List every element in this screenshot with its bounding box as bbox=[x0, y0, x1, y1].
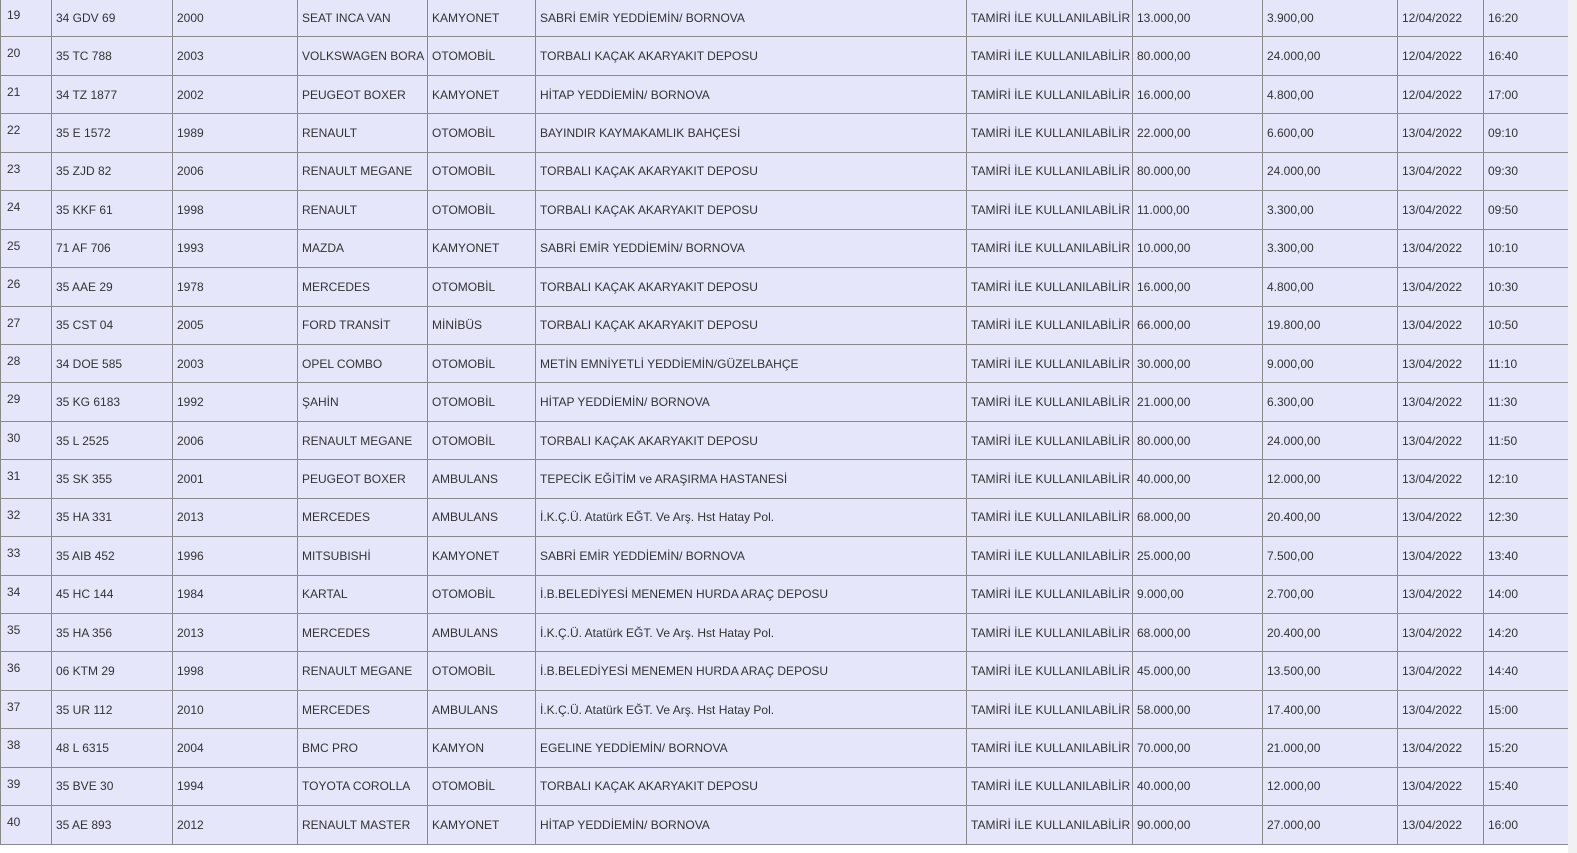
brand-cell: MERCEDES bbox=[298, 268, 428, 306]
auction-date-cell: 13/04/2022 bbox=[1398, 614, 1484, 652]
brand-cell: MERCEDES bbox=[298, 498, 428, 536]
deposit-cell: 24.000,00 bbox=[1263, 421, 1398, 459]
condition-cell: TAMİRİ İLE KULLANILABİLİR bbox=[967, 383, 1133, 421]
row-number: 30 bbox=[1, 421, 52, 459]
deposit-cell: 20.400,00 bbox=[1263, 498, 1398, 536]
row-number: 23 bbox=[1, 152, 52, 190]
deposit-cell: 4.800,00 bbox=[1263, 268, 1398, 306]
location-cell: EGELINE YEDDİEMİN/ BORNOVA bbox=[536, 729, 967, 767]
model-year-cell: 1993 bbox=[173, 229, 298, 267]
condition-cell: TAMİRİ İLE KULLANILABİLİR bbox=[967, 75, 1133, 113]
auction-time-cell: 10:50 bbox=[1484, 306, 1569, 344]
auction-date-cell: 13/04/2022 bbox=[1398, 306, 1484, 344]
plate-cell: 45 HC 144 bbox=[52, 575, 173, 613]
condition-cell: TAMİRİ İLE KULLANILABİLİR bbox=[967, 229, 1133, 267]
table-row bbox=[1, 152, 1569, 190]
condition-cell: TAMİRİ İLE KULLANILABİLİR bbox=[967, 575, 1133, 613]
row-number: 19 bbox=[1, 0, 52, 37]
model-year-cell: 2003 bbox=[173, 37, 298, 75]
vehicle-type-cell: OTOMOBİL bbox=[428, 191, 536, 229]
deposit-cell: 21.000,00 bbox=[1263, 729, 1398, 767]
auction-date-cell: 12/04/2022 bbox=[1398, 0, 1484, 37]
model-year-cell: 2001 bbox=[173, 460, 298, 498]
table-row bbox=[1, 537, 1569, 575]
brand-cell: TOYOTA COROLLA bbox=[298, 767, 428, 805]
brand-cell: SEAT INCA VAN bbox=[298, 0, 428, 37]
auction-date-cell: 13/04/2022 bbox=[1398, 767, 1484, 805]
auction-time-cell: 14:00 bbox=[1484, 575, 1569, 613]
location-cell: BAYINDIR KAYMAKAMLIK BAHÇESİ bbox=[536, 114, 967, 152]
brand-cell: RENAULT MASTER bbox=[298, 806, 428, 844]
plate-cell: 34 DOE 585 bbox=[52, 344, 173, 382]
estimated-value-cell: 80.000,00 bbox=[1133, 152, 1263, 190]
vehicle-type-cell: OTOMOBİL bbox=[428, 575, 536, 613]
auction-date-cell: 13/04/2022 bbox=[1398, 152, 1484, 190]
auction-time-cell: 14:20 bbox=[1484, 614, 1569, 652]
row-number: 38 bbox=[1, 729, 52, 767]
vehicle-type-cell: OTOMOBİL bbox=[428, 383, 536, 421]
condition-cell: TAMİRİ İLE KULLANILABİLİR bbox=[967, 152, 1133, 190]
model-year-cell: 2010 bbox=[173, 690, 298, 728]
location-cell: İ.K.Ç.Ü. Atatürk EĞT. Ve Arş. Hst Hatay Pol. bbox=[536, 614, 967, 652]
auction-time-cell: 15:00 bbox=[1484, 690, 1569, 728]
model-year-cell: 2005 bbox=[173, 306, 298, 344]
brand-cell: PEUGEOT BOXER bbox=[298, 75, 428, 113]
row-number: 26 bbox=[1, 268, 52, 306]
deposit-cell: 2.700,00 bbox=[1263, 575, 1398, 613]
auction-date-cell: 12/04/2022 bbox=[1398, 37, 1484, 75]
row-number: 27 bbox=[1, 306, 52, 344]
brand-cell: KARTAL bbox=[298, 575, 428, 613]
auction-time-cell: 12:10 bbox=[1484, 460, 1569, 498]
plate-cell: 35 CST 04 bbox=[52, 306, 173, 344]
condition-cell: TAMİRİ İLE KULLANILABİLİR bbox=[967, 652, 1133, 690]
plate-cell: 71 AF 706 bbox=[52, 229, 173, 267]
model-year-cell: 1978 bbox=[173, 268, 298, 306]
row-number: 36 bbox=[1, 652, 52, 690]
model-year-cell: 2002 bbox=[173, 75, 298, 113]
condition-cell: TAMİRİ İLE KULLANILABİLİR bbox=[967, 306, 1133, 344]
plate-cell: 35 KKF 61 bbox=[52, 191, 173, 229]
location-cell: SABRİ EMİR YEDDİEMİN/ BORNOVA bbox=[536, 0, 967, 37]
auction-time-cell: 16:20 bbox=[1484, 0, 1569, 37]
table-row bbox=[1, 652, 1569, 690]
model-year-cell: 1984 bbox=[173, 575, 298, 613]
vehicle-type-cell: OTOMOBİL bbox=[428, 114, 536, 152]
table-row bbox=[1, 421, 1569, 459]
table-row bbox=[1, 729, 1569, 767]
brand-cell: MITSUBISHİ bbox=[298, 537, 428, 575]
estimated-value-cell: 40.000,00 bbox=[1133, 767, 1263, 805]
auction-date-cell: 13/04/2022 bbox=[1398, 575, 1484, 613]
deposit-cell: 17.400,00 bbox=[1263, 690, 1398, 728]
plate-cell: 35 UR 112 bbox=[52, 690, 173, 728]
estimated-value-cell: 10.000,00 bbox=[1133, 229, 1263, 267]
estimated-value-cell: 21.000,00 bbox=[1133, 383, 1263, 421]
brand-cell: RENAULT bbox=[298, 191, 428, 229]
auction-date-cell: 13/04/2022 bbox=[1398, 460, 1484, 498]
estimated-value-cell: 68.000,00 bbox=[1133, 498, 1263, 536]
vehicle-type-cell: AMBULANS bbox=[428, 690, 536, 728]
plate-cell: 34 GDV 69 bbox=[52, 0, 173, 37]
plate-cell: 35 L 2525 bbox=[52, 421, 173, 459]
location-cell: TEPECİK EĞİTİM ve ARAŞIRMA HASTANESİ bbox=[536, 460, 967, 498]
auction-time-cell: 13:40 bbox=[1484, 537, 1569, 575]
model-year-cell: 1998 bbox=[173, 191, 298, 229]
location-cell: TORBALI KAÇAK AKARYAKIT DEPOSU bbox=[536, 191, 967, 229]
location-cell: HİTAP YEDDİEMİN/ BORNOVA bbox=[536, 75, 967, 113]
estimated-value-cell: 70.000,00 bbox=[1133, 729, 1263, 767]
table-row bbox=[1, 767, 1569, 805]
condition-cell: TAMİRİ İLE KULLANILABİLİR bbox=[967, 344, 1133, 382]
brand-cell: RENAULT MEGANE bbox=[298, 152, 428, 190]
location-cell: İ.B.BELEDİYESİ MENEMEN HURDA ARAÇ DEPOSU bbox=[536, 575, 967, 613]
location-cell: TORBALI KAÇAK AKARYAKIT DEPOSU bbox=[536, 767, 967, 805]
deposit-cell: 4.800,00 bbox=[1263, 75, 1398, 113]
row-number: 39 bbox=[1, 767, 52, 805]
model-year-cell: 2013 bbox=[173, 614, 298, 652]
deposit-cell: 7.500,00 bbox=[1263, 537, 1398, 575]
table-row bbox=[1, 37, 1569, 75]
location-cell: TORBALI KAÇAK AKARYAKIT DEPOSU bbox=[536, 421, 967, 459]
vehicle-type-cell: KAMYONET bbox=[428, 537, 536, 575]
deposit-cell: 20.400,00 bbox=[1263, 614, 1398, 652]
condition-cell: TAMİRİ İLE KULLANILABİLİR bbox=[967, 729, 1133, 767]
auction-time-cell: 11:10 bbox=[1484, 344, 1569, 382]
auction-date-cell: 13/04/2022 bbox=[1398, 690, 1484, 728]
auction-time-cell: 09:30 bbox=[1484, 152, 1569, 190]
vehicle-type-cell: KAMYON bbox=[428, 729, 536, 767]
deposit-cell: 3.300,00 bbox=[1263, 191, 1398, 229]
estimated-value-cell: 58.000,00 bbox=[1133, 690, 1263, 728]
plate-cell: 35 AE 893 bbox=[52, 806, 173, 844]
auction-date-cell: 13/04/2022 bbox=[1398, 268, 1484, 306]
deposit-cell: 19.800,00 bbox=[1263, 306, 1398, 344]
auction-time-cell: 09:50 bbox=[1484, 191, 1569, 229]
location-cell: TORBALI KAÇAK AKARYAKIT DEPOSU bbox=[536, 152, 967, 190]
auction-time-cell: 09:10 bbox=[1484, 114, 1569, 152]
auction-time-cell: 11:30 bbox=[1484, 383, 1569, 421]
auction-date-cell: 12/04/2022 bbox=[1398, 75, 1484, 113]
estimated-value-cell: 11.000,00 bbox=[1133, 191, 1263, 229]
auction-date-cell: 13/04/2022 bbox=[1398, 114, 1484, 152]
brand-cell: RENAULT bbox=[298, 114, 428, 152]
brand-cell: ŞAHİN bbox=[298, 383, 428, 421]
table-row bbox=[1, 268, 1569, 306]
estimated-value-cell: 16.000,00 bbox=[1133, 268, 1263, 306]
table-row bbox=[1, 460, 1569, 498]
estimated-value-cell: 80.000,00 bbox=[1133, 421, 1263, 459]
table-row bbox=[1, 114, 1569, 152]
vehicle-type-cell: OTOMOBİL bbox=[428, 268, 536, 306]
auction-time-cell: 16:40 bbox=[1484, 37, 1569, 75]
brand-cell: MERCEDES bbox=[298, 614, 428, 652]
auction-time-cell: 10:30 bbox=[1484, 268, 1569, 306]
auction-date-cell: 13/04/2022 bbox=[1398, 344, 1484, 382]
auction-date-cell: 13/04/2022 bbox=[1398, 729, 1484, 767]
deposit-cell: 6.600,00 bbox=[1263, 114, 1398, 152]
vehicle-type-cell: OTOMOBİL bbox=[428, 767, 536, 805]
row-number: 28 bbox=[1, 344, 52, 382]
plate-cell: 35 AIB 452 bbox=[52, 537, 173, 575]
vehicle-type-cell: KAMYONET bbox=[428, 806, 536, 844]
estimated-value-cell: 30.000,00 bbox=[1133, 344, 1263, 382]
table-row bbox=[1, 498, 1569, 536]
plate-cell: 35 SK 355 bbox=[52, 460, 173, 498]
estimated-value-cell: 9.000,00 bbox=[1133, 575, 1263, 613]
table-row bbox=[1, 191, 1569, 229]
row-number: 40 bbox=[1, 806, 52, 844]
deposit-cell: 12.000,00 bbox=[1263, 767, 1398, 805]
deposit-cell: 3.900,00 bbox=[1263, 0, 1398, 37]
estimated-value-cell: 40.000,00 bbox=[1133, 460, 1263, 498]
row-number: 25 bbox=[1, 229, 52, 267]
table-row bbox=[1, 806, 1569, 844]
location-cell: İ.B.BELEDİYESİ MENEMEN HURDA ARAÇ DEPOSU bbox=[536, 652, 967, 690]
model-year-cell: 2000 bbox=[173, 0, 298, 37]
condition-cell: TAMİRİ İLE KULLANILABİLİR bbox=[967, 498, 1133, 536]
plate-cell: 35 HA 331 bbox=[52, 498, 173, 536]
vehicle-type-cell: AMBULANS bbox=[428, 614, 536, 652]
location-cell: HİTAP YEDDİEMİN/ BORNOVA bbox=[536, 806, 967, 844]
table-row bbox=[1, 383, 1569, 421]
model-year-cell: 1989 bbox=[173, 114, 298, 152]
brand-cell: MAZDA bbox=[298, 229, 428, 267]
condition-cell: TAMİRİ İLE KULLANILABİLİR bbox=[967, 268, 1133, 306]
estimated-value-cell: 13.000,00 bbox=[1133, 0, 1263, 37]
condition-cell: TAMİRİ İLE KULLANILABİLİR bbox=[967, 191, 1133, 229]
plate-cell: 06 KTM 29 bbox=[52, 652, 173, 690]
estimated-value-cell: 90.000,00 bbox=[1133, 806, 1263, 844]
location-cell: TORBALI KAÇAK AKARYAKIT DEPOSU bbox=[536, 306, 967, 344]
location-cell: İ.K.Ç.Ü. Atatürk EĞT. Ve Arş. Hst Hatay Pol. bbox=[536, 498, 967, 536]
deposit-cell: 6.300,00 bbox=[1263, 383, 1398, 421]
row-number: 29 bbox=[1, 383, 52, 421]
model-year-cell: 2012 bbox=[173, 806, 298, 844]
model-year-cell: 2013 bbox=[173, 498, 298, 536]
table-row bbox=[1, 575, 1569, 613]
row-number: 31 bbox=[1, 460, 52, 498]
auction-time-cell: 15:40 bbox=[1484, 767, 1569, 805]
auction-date-cell: 13/04/2022 bbox=[1398, 806, 1484, 844]
condition-cell: TAMİRİ İLE KULLANILABİLİR bbox=[967, 114, 1133, 152]
deposit-cell: 24.000,00 bbox=[1263, 152, 1398, 190]
brand-cell: MERCEDES bbox=[298, 690, 428, 728]
auction-date-cell: 13/04/2022 bbox=[1398, 229, 1484, 267]
auction-date-cell: 13/04/2022 bbox=[1398, 652, 1484, 690]
location-cell: TORBALI KAÇAK AKARYAKIT DEPOSU bbox=[536, 37, 967, 75]
row-number: 35 bbox=[1, 614, 52, 652]
estimated-value-cell: 80.000,00 bbox=[1133, 37, 1263, 75]
row-number: 37 bbox=[1, 690, 52, 728]
auction-time-cell: 16:00 bbox=[1484, 806, 1569, 844]
plate-cell: 34 TZ 1877 bbox=[52, 75, 173, 113]
deposit-cell: 24.000,00 bbox=[1263, 37, 1398, 75]
vehicle-type-cell: OTOMOBİL bbox=[428, 152, 536, 190]
model-year-cell: 1996 bbox=[173, 537, 298, 575]
condition-cell: TAMİRİ İLE KULLANILABİLİR bbox=[967, 806, 1133, 844]
model-year-cell: 1998 bbox=[173, 652, 298, 690]
row-number: 22 bbox=[1, 114, 52, 152]
model-year-cell: 2003 bbox=[173, 344, 298, 382]
plate-cell: 35 TC 788 bbox=[52, 37, 173, 75]
estimated-value-cell: 66.000,00 bbox=[1133, 306, 1263, 344]
row-number: 20 bbox=[1, 37, 52, 75]
auction-time-cell: 15:20 bbox=[1484, 729, 1569, 767]
table-body bbox=[1, 0, 1569, 844]
vehicle-type-cell: OTOMOBİL bbox=[428, 344, 536, 382]
model-year-cell: 2006 bbox=[173, 421, 298, 459]
vehicle-type-cell: MİNİBÜS bbox=[428, 306, 536, 344]
plate-cell: 35 ZJD 82 bbox=[52, 152, 173, 190]
row-number: 34 bbox=[1, 575, 52, 613]
auction-time-cell: 10:10 bbox=[1484, 229, 1569, 267]
brand-cell: FORD TRANSİT bbox=[298, 306, 428, 344]
auction-time-cell: 11:50 bbox=[1484, 421, 1569, 459]
row-number: 33 bbox=[1, 537, 52, 575]
deposit-cell: 27.000,00 bbox=[1263, 806, 1398, 844]
vehicle-type-cell: KAMYONET bbox=[428, 75, 536, 113]
condition-cell: TAMİRİ İLE KULLANILABİLİR bbox=[967, 690, 1133, 728]
brand-cell: RENAULT MEGANE bbox=[298, 652, 428, 690]
auction-date-cell: 13/04/2022 bbox=[1398, 191, 1484, 229]
condition-cell: TAMİRİ İLE KULLANILABİLİR bbox=[967, 537, 1133, 575]
vehicle-type-cell: OTOMOBİL bbox=[428, 421, 536, 459]
location-cell: SABRİ EMİR YEDDİEMİN/ BORNOVA bbox=[536, 229, 967, 267]
brand-cell: OPEL COMBO bbox=[298, 344, 428, 382]
vehicle-type-cell: AMBULANS bbox=[428, 460, 536, 498]
model-year-cell: 2006 bbox=[173, 152, 298, 190]
auction-date-cell: 13/04/2022 bbox=[1398, 421, 1484, 459]
plate-cell: 35 E 1572 bbox=[52, 114, 173, 152]
row-number: 21 bbox=[1, 75, 52, 113]
estimated-value-cell: 22.000,00 bbox=[1133, 114, 1263, 152]
vehicle-type-cell: OTOMOBİL bbox=[428, 37, 536, 75]
auction-date-cell: 13/04/2022 bbox=[1398, 383, 1484, 421]
plate-cell: 35 AAE 29 bbox=[52, 268, 173, 306]
model-year-cell: 1992 bbox=[173, 383, 298, 421]
estimated-value-cell: 25.000,00 bbox=[1133, 537, 1263, 575]
model-year-cell: 1994 bbox=[173, 767, 298, 805]
page-scrollbar[interactable] bbox=[1568, 0, 1577, 853]
row-number: 32 bbox=[1, 498, 52, 536]
row-number: 24 bbox=[1, 191, 52, 229]
table-row bbox=[1, 344, 1569, 382]
table-row bbox=[1, 75, 1569, 113]
vehicle-type-cell: AMBULANS bbox=[428, 498, 536, 536]
condition-cell: TAMİRİ İLE KULLANILABİLİR bbox=[967, 460, 1133, 498]
location-cell: HİTAP YEDDİEMİN/ BORNOVA bbox=[536, 383, 967, 421]
location-cell: TORBALI KAÇAK AKARYAKIT DEPOSU bbox=[536, 268, 967, 306]
auction-time-cell: 12:30 bbox=[1484, 498, 1569, 536]
condition-cell: TAMİRİ İLE KULLANILABİLİR bbox=[967, 614, 1133, 652]
location-cell: SABRİ EMİR YEDDİEMİN/ BORNOVA bbox=[536, 537, 967, 575]
plate-cell: 35 KG 6183 bbox=[52, 383, 173, 421]
brand-cell: RENAULT MEGANE bbox=[298, 421, 428, 459]
auction-time-cell: 17:00 bbox=[1484, 75, 1569, 113]
brand-cell: PEUGEOT BOXER bbox=[298, 460, 428, 498]
table-row bbox=[1, 0, 1569, 37]
deposit-cell: 12.000,00 bbox=[1263, 460, 1398, 498]
estimated-value-cell: 45.000,00 bbox=[1133, 652, 1263, 690]
deposit-cell: 3.300,00 bbox=[1263, 229, 1398, 267]
location-cell: İ.K.Ç.Ü. Atatürk EĞT. Ve Arş. Hst Hatay Pol. bbox=[536, 690, 967, 728]
deposit-cell: 9.000,00 bbox=[1263, 344, 1398, 382]
auction-date-cell: 13/04/2022 bbox=[1398, 537, 1484, 575]
auction-date-cell: 13/04/2022 bbox=[1398, 498, 1484, 536]
auction-time-cell: 14:40 bbox=[1484, 652, 1569, 690]
table-row bbox=[1, 229, 1569, 267]
table-row bbox=[1, 690, 1569, 728]
plate-cell: 35 BVE 30 bbox=[52, 767, 173, 805]
condition-cell: TAMİRİ İLE KULLANILABİLİR bbox=[967, 0, 1133, 37]
model-year-cell: 2004 bbox=[173, 729, 298, 767]
table-row bbox=[1, 614, 1569, 652]
condition-cell: TAMİRİ İLE KULLANILABİLİR bbox=[967, 421, 1133, 459]
estimated-value-cell: 68.000,00 bbox=[1133, 614, 1263, 652]
plate-cell: 35 HA 356 bbox=[52, 614, 173, 652]
brand-cell: BMC PRO bbox=[298, 729, 428, 767]
condition-cell: TAMİRİ İLE KULLANILABİLİR bbox=[967, 37, 1133, 75]
condition-cell: TAMİRİ İLE KULLANILABİLİR bbox=[967, 767, 1133, 805]
location-cell: METİN EMNİYETLİ YEDDİEMİN/GÜZELBAHÇE bbox=[536, 344, 967, 382]
plate-cell: 48 L 6315 bbox=[52, 729, 173, 767]
deposit-cell: 13.500,00 bbox=[1263, 652, 1398, 690]
table-row bbox=[1, 306, 1569, 344]
vehicle-type-cell: KAMYONET bbox=[428, 229, 536, 267]
estimated-value-cell: 16.000,00 bbox=[1133, 75, 1263, 113]
vehicle-type-cell: OTOMOBİL bbox=[428, 652, 536, 690]
brand-cell: VOLKSWAGEN BORA bbox=[298, 37, 428, 75]
vehicle-type-cell: KAMYONET bbox=[428, 0, 536, 37]
